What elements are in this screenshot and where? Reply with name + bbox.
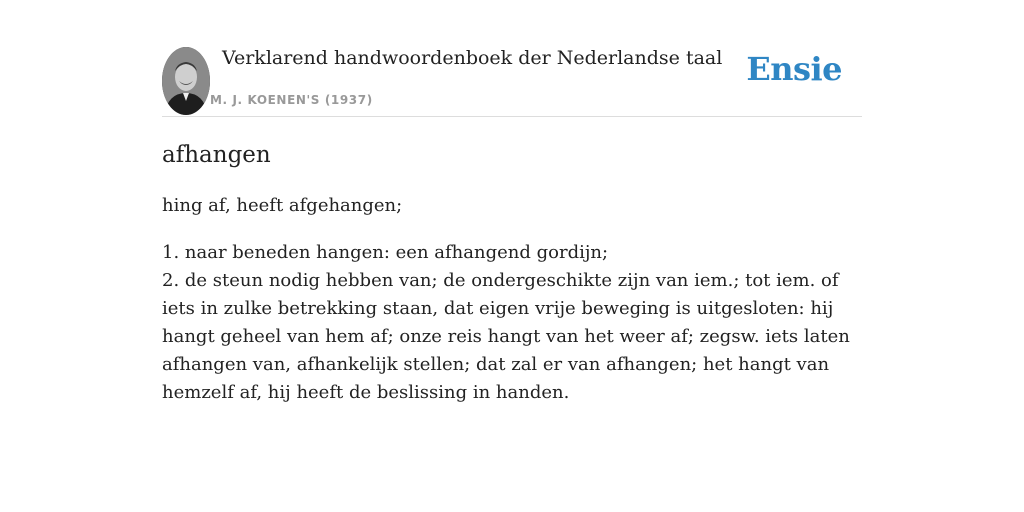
brand-logo-link[interactable]: Ensie xyxy=(746,50,842,88)
sense-item: 1. naar beneden hangen: een afhangend gordijn; xyxy=(162,242,609,263)
dictionary-header xyxy=(162,0,862,117)
author-portrait xyxy=(162,47,210,115)
entry-forms: hing af, heeft afgehangen; xyxy=(162,195,403,216)
entry-senses xyxy=(162,239,862,407)
entry-headword: afhangen xyxy=(162,142,271,168)
sense-item: 2. de steun nodig hebben van; de ondergeschikte zijn van iem.; tot iem. of iets in zulke betrekking staan, dat eigen vrije beweging is uitgesloten: hij hangt geheel van hem af; onze reis hangt van het weer af; zegsw. iets laten afhangen van, afhankelijk stellen; dat zal er van afhangen; het hangt van hemzelf af, hij heeft de beslissing in handen. xyxy=(162,270,850,403)
book-author: M. J. KOENEN'S (1937) xyxy=(210,93,373,107)
page-container xyxy=(162,0,862,403)
book-title: Verklarend handwoordenboek der Nederlandse taal xyxy=(222,47,723,69)
